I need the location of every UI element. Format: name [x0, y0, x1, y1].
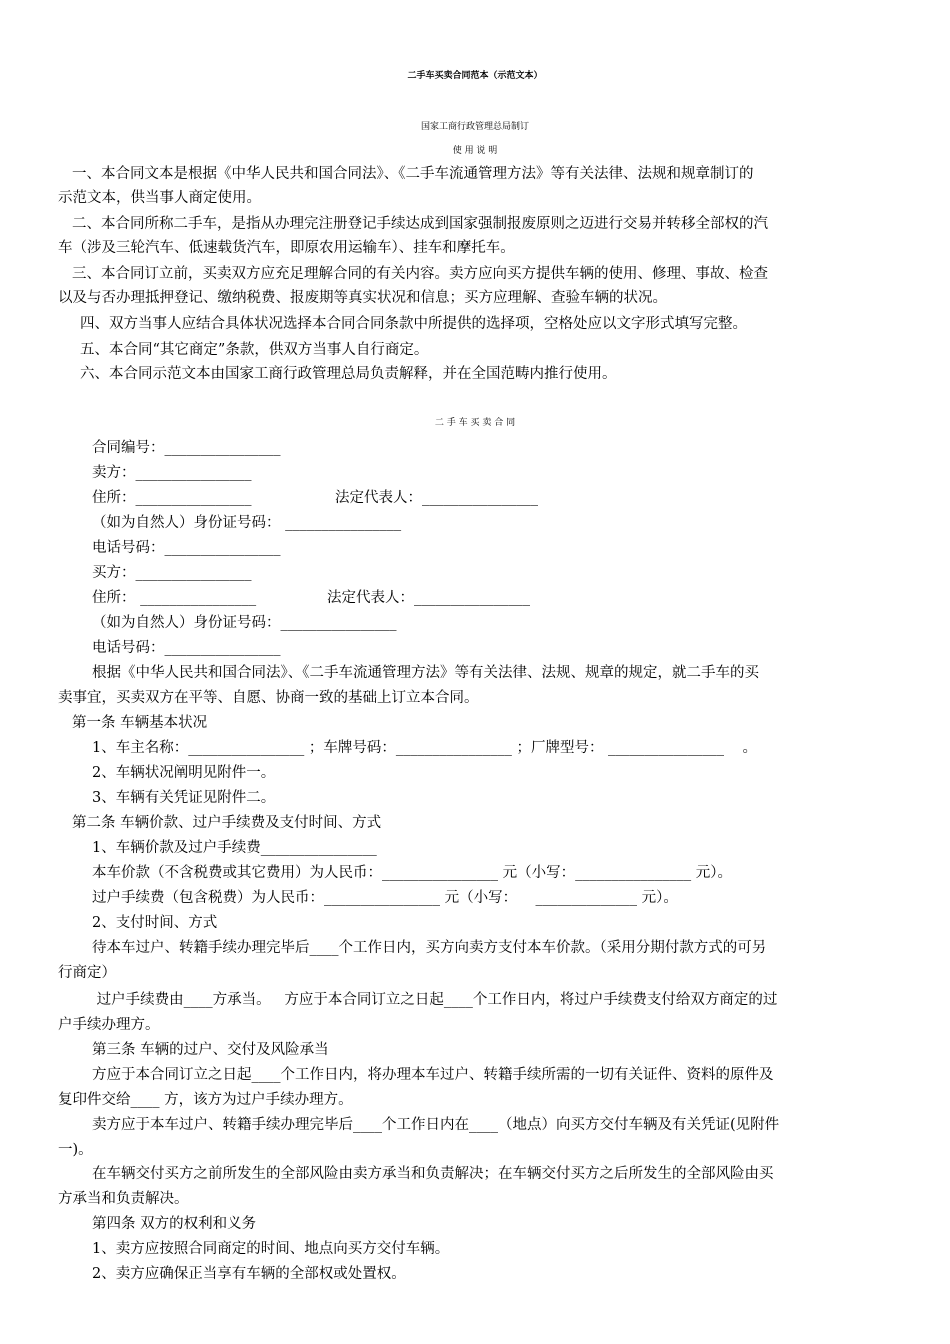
article-4-line: 1、卖方应按照合同商定的时间、地点向买方交付车辆。 — [92, 1241, 450, 1257]
field-buyer: 买方：________________ — [92, 565, 252, 581]
instruction-line: 六、本合同示范文本由国家工商行政管理总局负责解释，并在全国范畴内推行使用。 — [80, 366, 617, 382]
article-2-heading: 第二条 车辆价款、过户手续费及支付时间、方式 — [72, 815, 382, 831]
article-4-line: 2、卖方应确保正当享有车辆的全部权或处置权。 — [92, 1266, 406, 1282]
instruction-line: 示范文本，供当事人商定使用。 — [58, 190, 261, 206]
field-seller-phone: 电话号码：________________ — [92, 540, 281, 556]
article-2-line: 行商定） — [58, 965, 116, 981]
article-2-line: 1、车辆价款及过户手续费________________ — [92, 840, 377, 856]
preamble-line: 根据《中华人民共和国合同法》、《二手车流通管理方法》等有关法律、法规、规章的规定，就二手车的买 — [92, 665, 759, 681]
document-title: 二手车买卖合同范本（示范文本） — [407, 71, 543, 81]
article-2-line: 2、支付时间、方式 — [92, 915, 218, 931]
field-contract-number: 合同编号：________________ — [92, 440, 281, 456]
article-2-line: 户手续办理方。 — [58, 1017, 160, 1033]
instruction-line: 二、本合同所称二手车，是指从办理完注册登记手续达成到国家强制报废原则之迈进行交易并转移全部权的汽 — [72, 216, 768, 232]
instruction-line: 一、本合同文本是根据《中华人民共和国合同法》、《二手车流通管理方法》等有关法律、法规和规章制订的 — [72, 166, 754, 182]
preamble-line: 卖事宜，买卖双方在平等、自愿、协商一致的基础上订立本合同。 — [58, 690, 479, 706]
article-1-line: 1、车主名称：________________ ；车牌号码：________________ ；厂牌型号： ________________ 。 — [92, 740, 757, 756]
article-2-line: 待本车过户、转籍手续办理完毕后____个工作日内，买方向卖方支付本车价款。（采用分期付款方式的可另 — [92, 940, 767, 956]
article-3-heading: 第三条 车辆的过户、交付及风险承当 — [92, 1042, 329, 1058]
article-3-line: 方承当和负责解决。 — [58, 1191, 189, 1207]
field-buyer-address: 住所： ________________ — [92, 590, 257, 606]
instruction-line: 五、本合同“其它商定”条款，供双方当事人自行商定。 — [80, 342, 429, 358]
issuer-line: 国家工商行政管理总局制订 — [420, 122, 529, 132]
field-seller-id: （如为自然人）身份证号码： ________________ — [92, 515, 402, 531]
instruction-line: 四、双方当事人应结合具体状况选择本合同合同条款中所提供的选择项，空格处应以文字形式填写完整。 — [80, 316, 747, 332]
contract-heading: 二 手 车 买 卖 合 同 — [434, 418, 516, 428]
article-1-line: 3、车辆有关凭证见附件二。 — [92, 790, 276, 806]
article-1-heading: 第一条 车辆基本状况 — [72, 715, 208, 731]
article-3-line: 一)。 — [58, 1142, 93, 1158]
field-buyer-phone: 电话号码：________________ — [92, 640, 281, 656]
article-4-heading: 第四条 双方的权利和义务 — [92, 1216, 257, 1232]
article-1-line: 2、车辆状况阐明见附件一。 — [92, 765, 276, 781]
article-3-line: 在车辆交付买方之前所发生的全部风险由卖方承当和负责解决；在车辆交付买方之后所发生的全部风险由买 — [92, 1166, 774, 1182]
instruction-line: 车（涉及三轮汽车、低速载货汽车，即原农用运输车）、挂车和摩托车。 — [58, 240, 515, 256]
article-3-line: 卖方应于本车过户、转籍手续办理完毕后____个工作日内在____（地点）向买方交付车辆及有关凭证(见附件 — [92, 1117, 780, 1133]
field-seller-legal-rep: 法定代表人：________________ — [335, 490, 538, 506]
article-3-line: 复印件交给____ 方，该方为过户手续办理方。 — [58, 1092, 353, 1108]
article-2-line: 过户手续费由____方承当。 方应于本合同订立之日起____个工作日内，将过户手续费支付给双方商定的过 — [92, 992, 778, 1008]
field-seller-address: 住所：________________ — [92, 490, 252, 506]
article-2-line: 本车价款（不含税费或其它费用）为人民币：________________ 元（小写：________________ 元）。 — [92, 865, 732, 881]
instruction-line: 三、本合同订立前，买卖双方应充足理解合同的有关内容。卖方应向买方提供车辆的使用、修理、事故、检查 — [72, 266, 768, 282]
instruction-line: 以及与否办理抵押登记、缴纳税费、报废期等真实状况和信息；买方应理解、查验车辆的状况。 — [58, 290, 667, 306]
field-buyer-id: （如为自然人）身份证号码：________________ — [92, 615, 397, 631]
field-seller: 卖方：________________ — [92, 465, 252, 481]
field-buyer-legal-rep: 法定代表人：________________ — [327, 590, 530, 606]
instructions-heading: 使 用 说 明 — [452, 146, 498, 156]
article-3-line: 方应于本合同订立之日起____个工作日内，将办理本车过户、转籍手续所需的一切有关证件、资料的原件及 — [92, 1067, 774, 1083]
article-2-line: 过户手续费（包含税费）为人民币：________________ 元（小写： ______________ 元）。 — [92, 890, 678, 906]
